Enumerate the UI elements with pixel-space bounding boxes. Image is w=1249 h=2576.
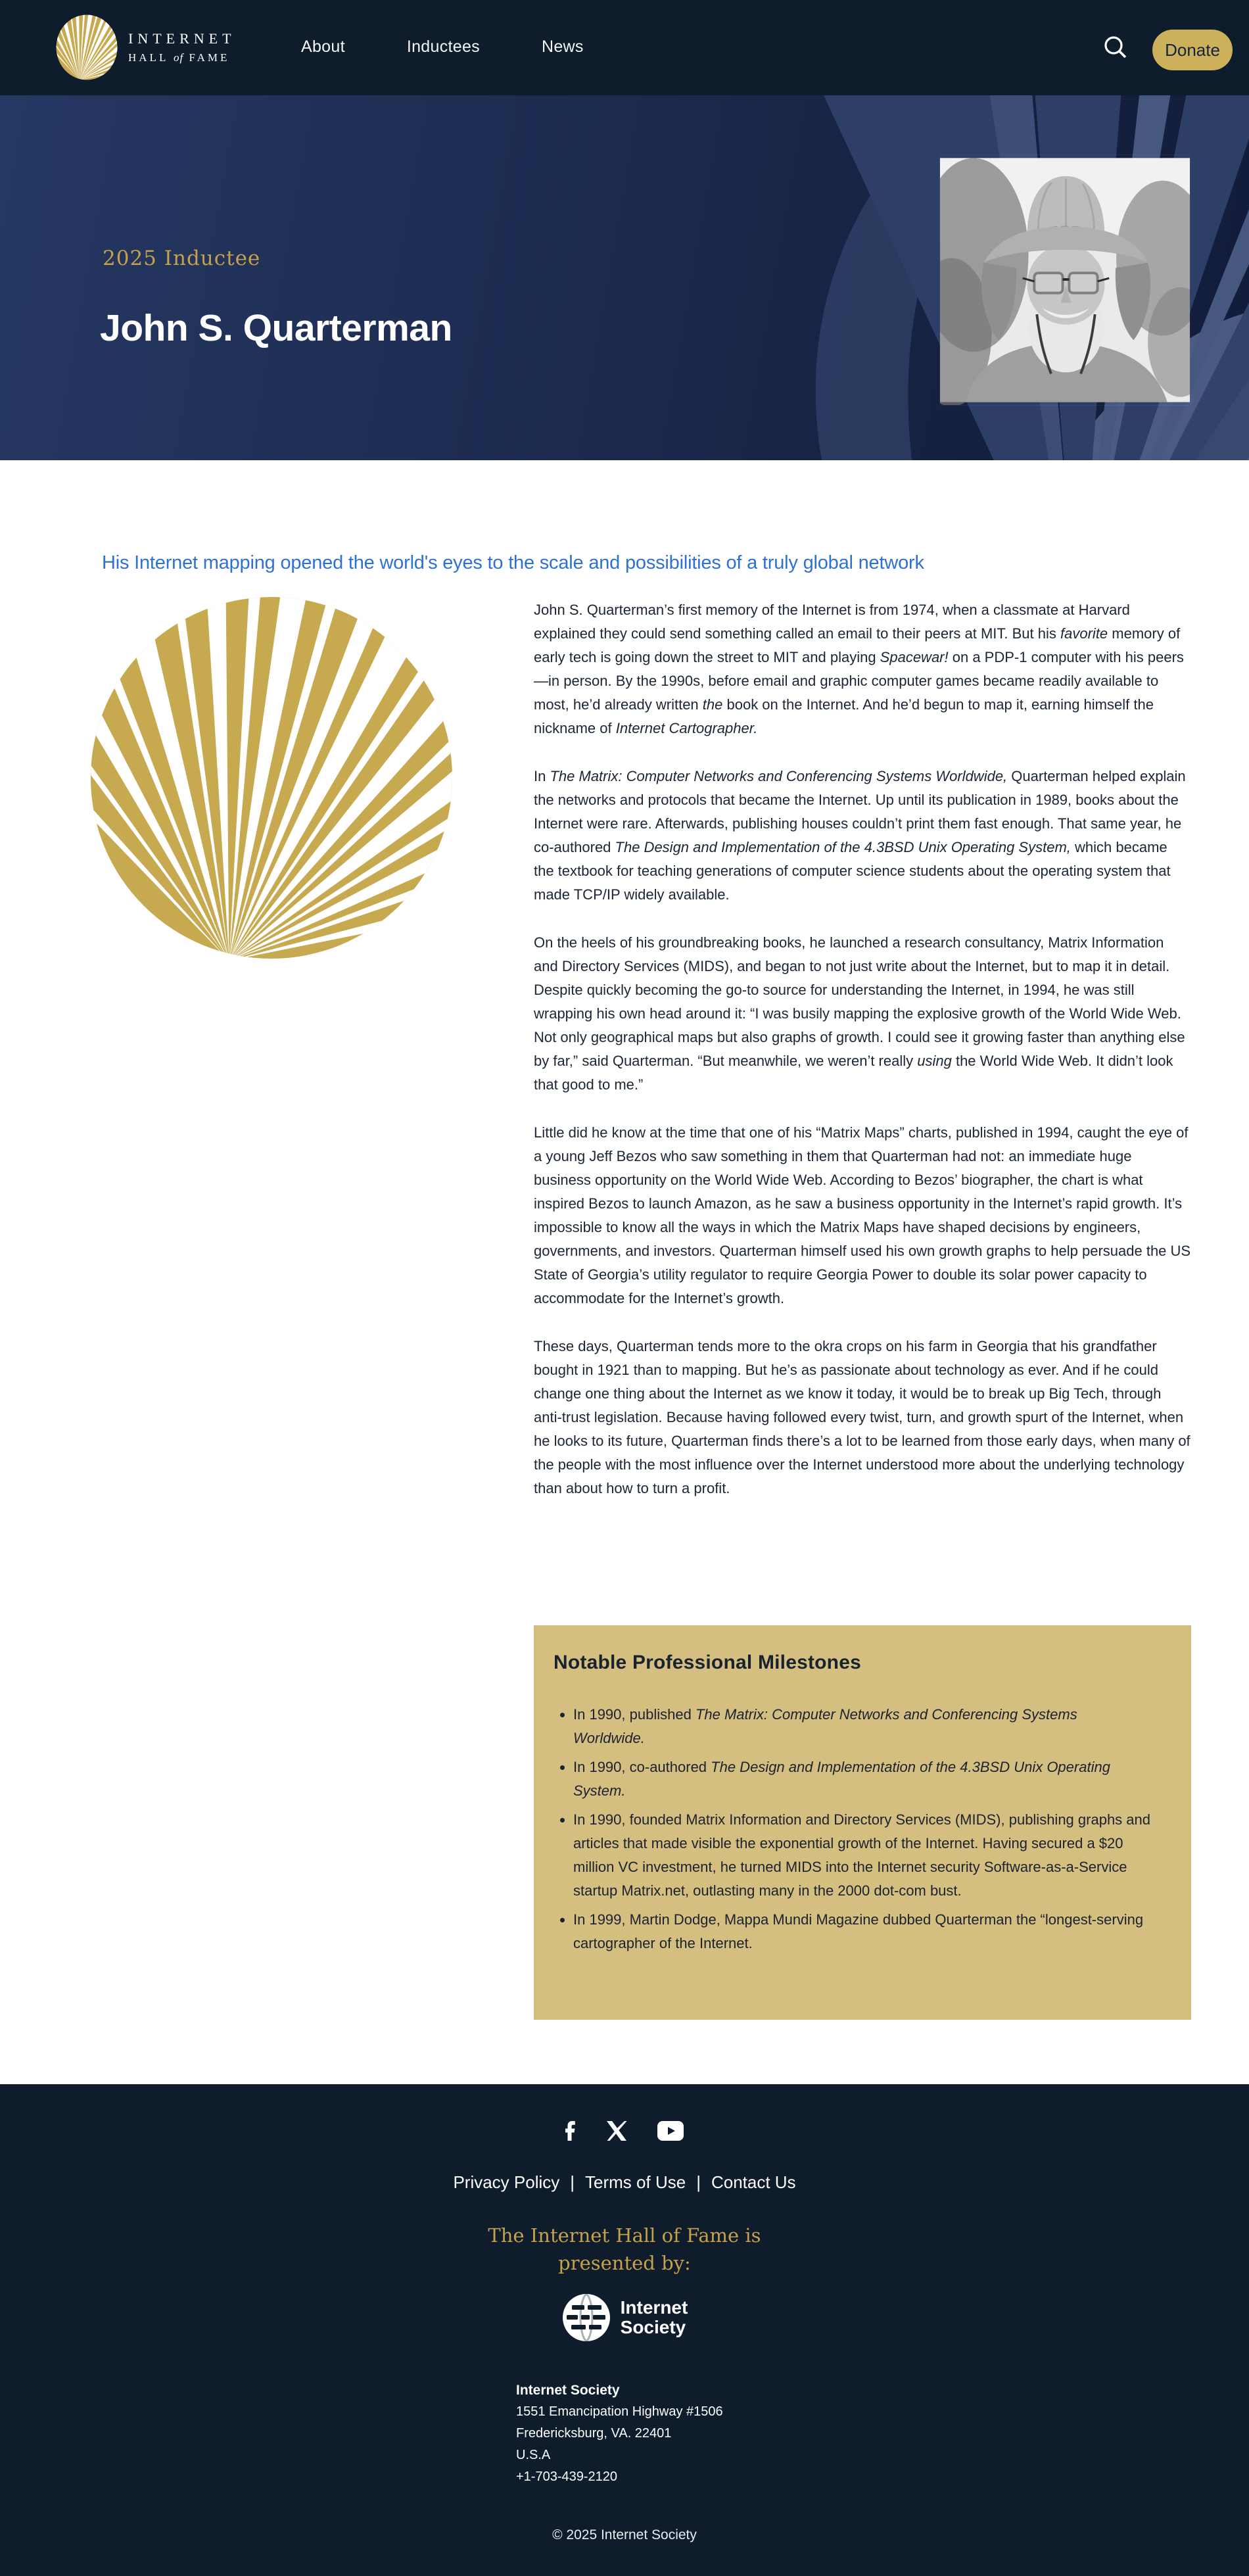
main-nav bbox=[301, 37, 584, 57]
article-body bbox=[534, 598, 1191, 1525]
article-paragraph: In The Matrix: Computer Networks and Conferencing Systems Worldwide, Quarterman helped explain the networks and protocols that became the Internet. Up until its publication in 1989, books about the Internet were rare. Afterwards, publishing houses couldn’t print them fast enough. That same year, he co-authored The Design and Implementation of the 4.3BSD Unix Operating System, which became the textbook for teaching generations of computer science students about the operating system that made TCP/IP widely available. bbox=[534, 768, 1186, 903]
internet-society-globe-icon bbox=[561, 2293, 611, 2343]
nav-item-news[interactable]: News bbox=[541, 37, 584, 56]
hero-banner bbox=[0, 95, 1249, 460]
milestones-list bbox=[554, 1703, 1152, 1955]
logo-line1: INTERNET bbox=[128, 30, 236, 47]
privacy-policy-link[interactable]: Privacy Policy bbox=[453, 2172, 560, 2192]
youtube-link[interactable] bbox=[657, 2120, 684, 2142]
inductee-year-label: 2025 Inductee bbox=[103, 247, 261, 270]
article-paragraph: These days, Quarterman tends more to the okra crops on his farm in Georgia that his grandfather bought in 1921 than to mapping. But he’s as passionate about technology as ever. And if he could change one thing about the Internet as we know it today, it would be to break up Big Tech, through anti-trust legislation. Because having followed every twist, turn, and growth spurt of the Internet, when he looks to its future, Quarterman finds there’s a lot to be learned from those early days, when many of the people with the most influence over the Internet understood more about the underlying technology than about how to turn a profit. bbox=[534, 1338, 1190, 1496]
link-separator: | bbox=[696, 2172, 701, 2192]
social-links bbox=[0, 2084, 1249, 2142]
contact-us-link[interactable]: Contact Us bbox=[711, 2172, 796, 2192]
milestone-item: • In 1990, founded Matrix Information and Directory Services (MIDS), publishing graphs and articles that made visible the exponential growth of the Internet. Having secured a $20 million VC investment, he turned MIDS into the Internet security Software-as-a-Service startup Matrix.net, outlasting many in the 2000 dot-com bust. bbox=[573, 1808, 1152, 1903]
article-paragraph: John S. Quarterman’s first memory of the Internet is from 1974, when a classmate at Harvard explained they could send something called an email to their peers at MIT. But his favorite memory of early tech is going down the street to MIT and playing Spacewar! on a PDP-1 computer with his peers—in person. By the 1990s, before email and graphic computer games became readily available to most, he’d already written the book on the Internet. And he’d begun to map it, earning himself the nickname of Internet Cartographer. bbox=[534, 602, 1184, 736]
hall-of-fame-sunburst-graphic bbox=[89, 595, 454, 961]
main-content bbox=[0, 460, 1249, 2084]
address-city: Fredericksburg, VA. 22401 bbox=[516, 2426, 672, 2441]
milestone-item: • In 1990, co-authored The Design and Implementation of the 4.3BSD Unix Operating System. bbox=[573, 1755, 1152, 1803]
search-button[interactable] bbox=[1102, 34, 1129, 62]
hall-of-fame-sunburst-icon bbox=[56, 14, 118, 80]
link-separator: | bbox=[570, 2172, 575, 2192]
site-footer bbox=[0, 2084, 1249, 2576]
footer-address bbox=[516, 2379, 733, 2488]
milestones-title: Notable Professional Milestones bbox=[554, 1652, 861, 1673]
x-twitter-icon bbox=[606, 2121, 627, 2141]
inductee-portrait-photo bbox=[940, 155, 1190, 405]
milestone-item: • In 1999, Martin Dodge, Mappa Mundi Magazine dubbed Quarterman the “longest-serving cartographer of the Internet. bbox=[573, 1908, 1152, 1955]
copyright-notice: © 2025 Internet Society bbox=[552, 2527, 697, 2542]
article-paragraph: Little did he know at the time that one of his “Matrix Maps” charts, published in 1994, caught the eye of a young Jeff Bezos who saw something in them that Quarterman had not: an immediate huge business opportunity on the World Wide Web. According to Bezos’ biographer, the chart is what inspired Bezos to launch Amazon, as he saw a business opportunity in the Internet’s rapid growth. It’s impossible to know all the ways in which the Matrix Maps have shaped decisions by engineers, governments, and investors. Quarterman himself used his own growth graphs to help persuade the US State of Georgia’s utility regulator to require Georgia Power to double its solar power capacity to accommodate for the Internet’s growth. bbox=[534, 1124, 1191, 1306]
address-org-name: Internet Society bbox=[516, 2383, 620, 2398]
milestones-box bbox=[534, 1625, 1191, 2020]
donate-button[interactable]: Donate bbox=[1152, 30, 1233, 70]
address-phone: +1-703-439-2120 bbox=[516, 2469, 618, 2484]
milestone-item: • In 1990, published The Matrix: Computer Networks and Conferencing Systems Worldwide. bbox=[573, 1703, 1152, 1750]
logo-line2: HALL of FAME bbox=[128, 51, 230, 64]
youtube-icon bbox=[657, 2121, 684, 2141]
logo-wordmark bbox=[128, 30, 236, 64]
site-header bbox=[0, 0, 1249, 95]
presented-by-text: The Internet Hall of Fame is presented by: bbox=[488, 2224, 761, 2274]
search-icon bbox=[1102, 34, 1129, 62]
address-country: U.S.A bbox=[516, 2448, 551, 2462]
footer-links bbox=[0, 2172, 1249, 2193]
facebook-link[interactable] bbox=[565, 2120, 576, 2142]
nav-item-inductees[interactable]: Inductees bbox=[406, 37, 480, 56]
address-street: 1551 Emancipation Highway #1506 bbox=[516, 2404, 723, 2419]
internet-hall-of-fame-logo[interactable] bbox=[56, 14, 236, 80]
nav-item-about[interactable]: About bbox=[301, 37, 345, 56]
article-paragraph: On the heels of his groundbreaking books, he launched a research consultancy, Matrix Information and Directory Services (MIDS), and began to not just write about the Internet, but to map it in detail. Despite quickly becoming the go-to source for understanding the Internet, in 1994, he was still wrapping his own head around it: “I was busily mapping the explosive growth of the World Wide Web. Not only geographical maps but also graphs of growth. I could see it growing faster than anything else by far,” said Quarterman. “But meanwhile, we weren’t really using the World Wide Web. It didn’t look that good to me.” bbox=[534, 934, 1185, 1093]
inductee-name: John S. Quarterman bbox=[100, 307, 452, 350]
terms-of-use-link[interactable]: Terms of Use bbox=[585, 2172, 686, 2192]
article-headline: His Internet mapping opened the world's eyes to the scale and possibilities of a truly global network bbox=[102, 552, 924, 574]
internet-society-logo[interactable] bbox=[0, 2293, 1249, 2343]
x-twitter-link[interactable] bbox=[606, 2120, 627, 2142]
facebook-icon bbox=[565, 2121, 576, 2141]
internet-society-wordmark: Internet Society bbox=[620, 2297, 688, 2337]
